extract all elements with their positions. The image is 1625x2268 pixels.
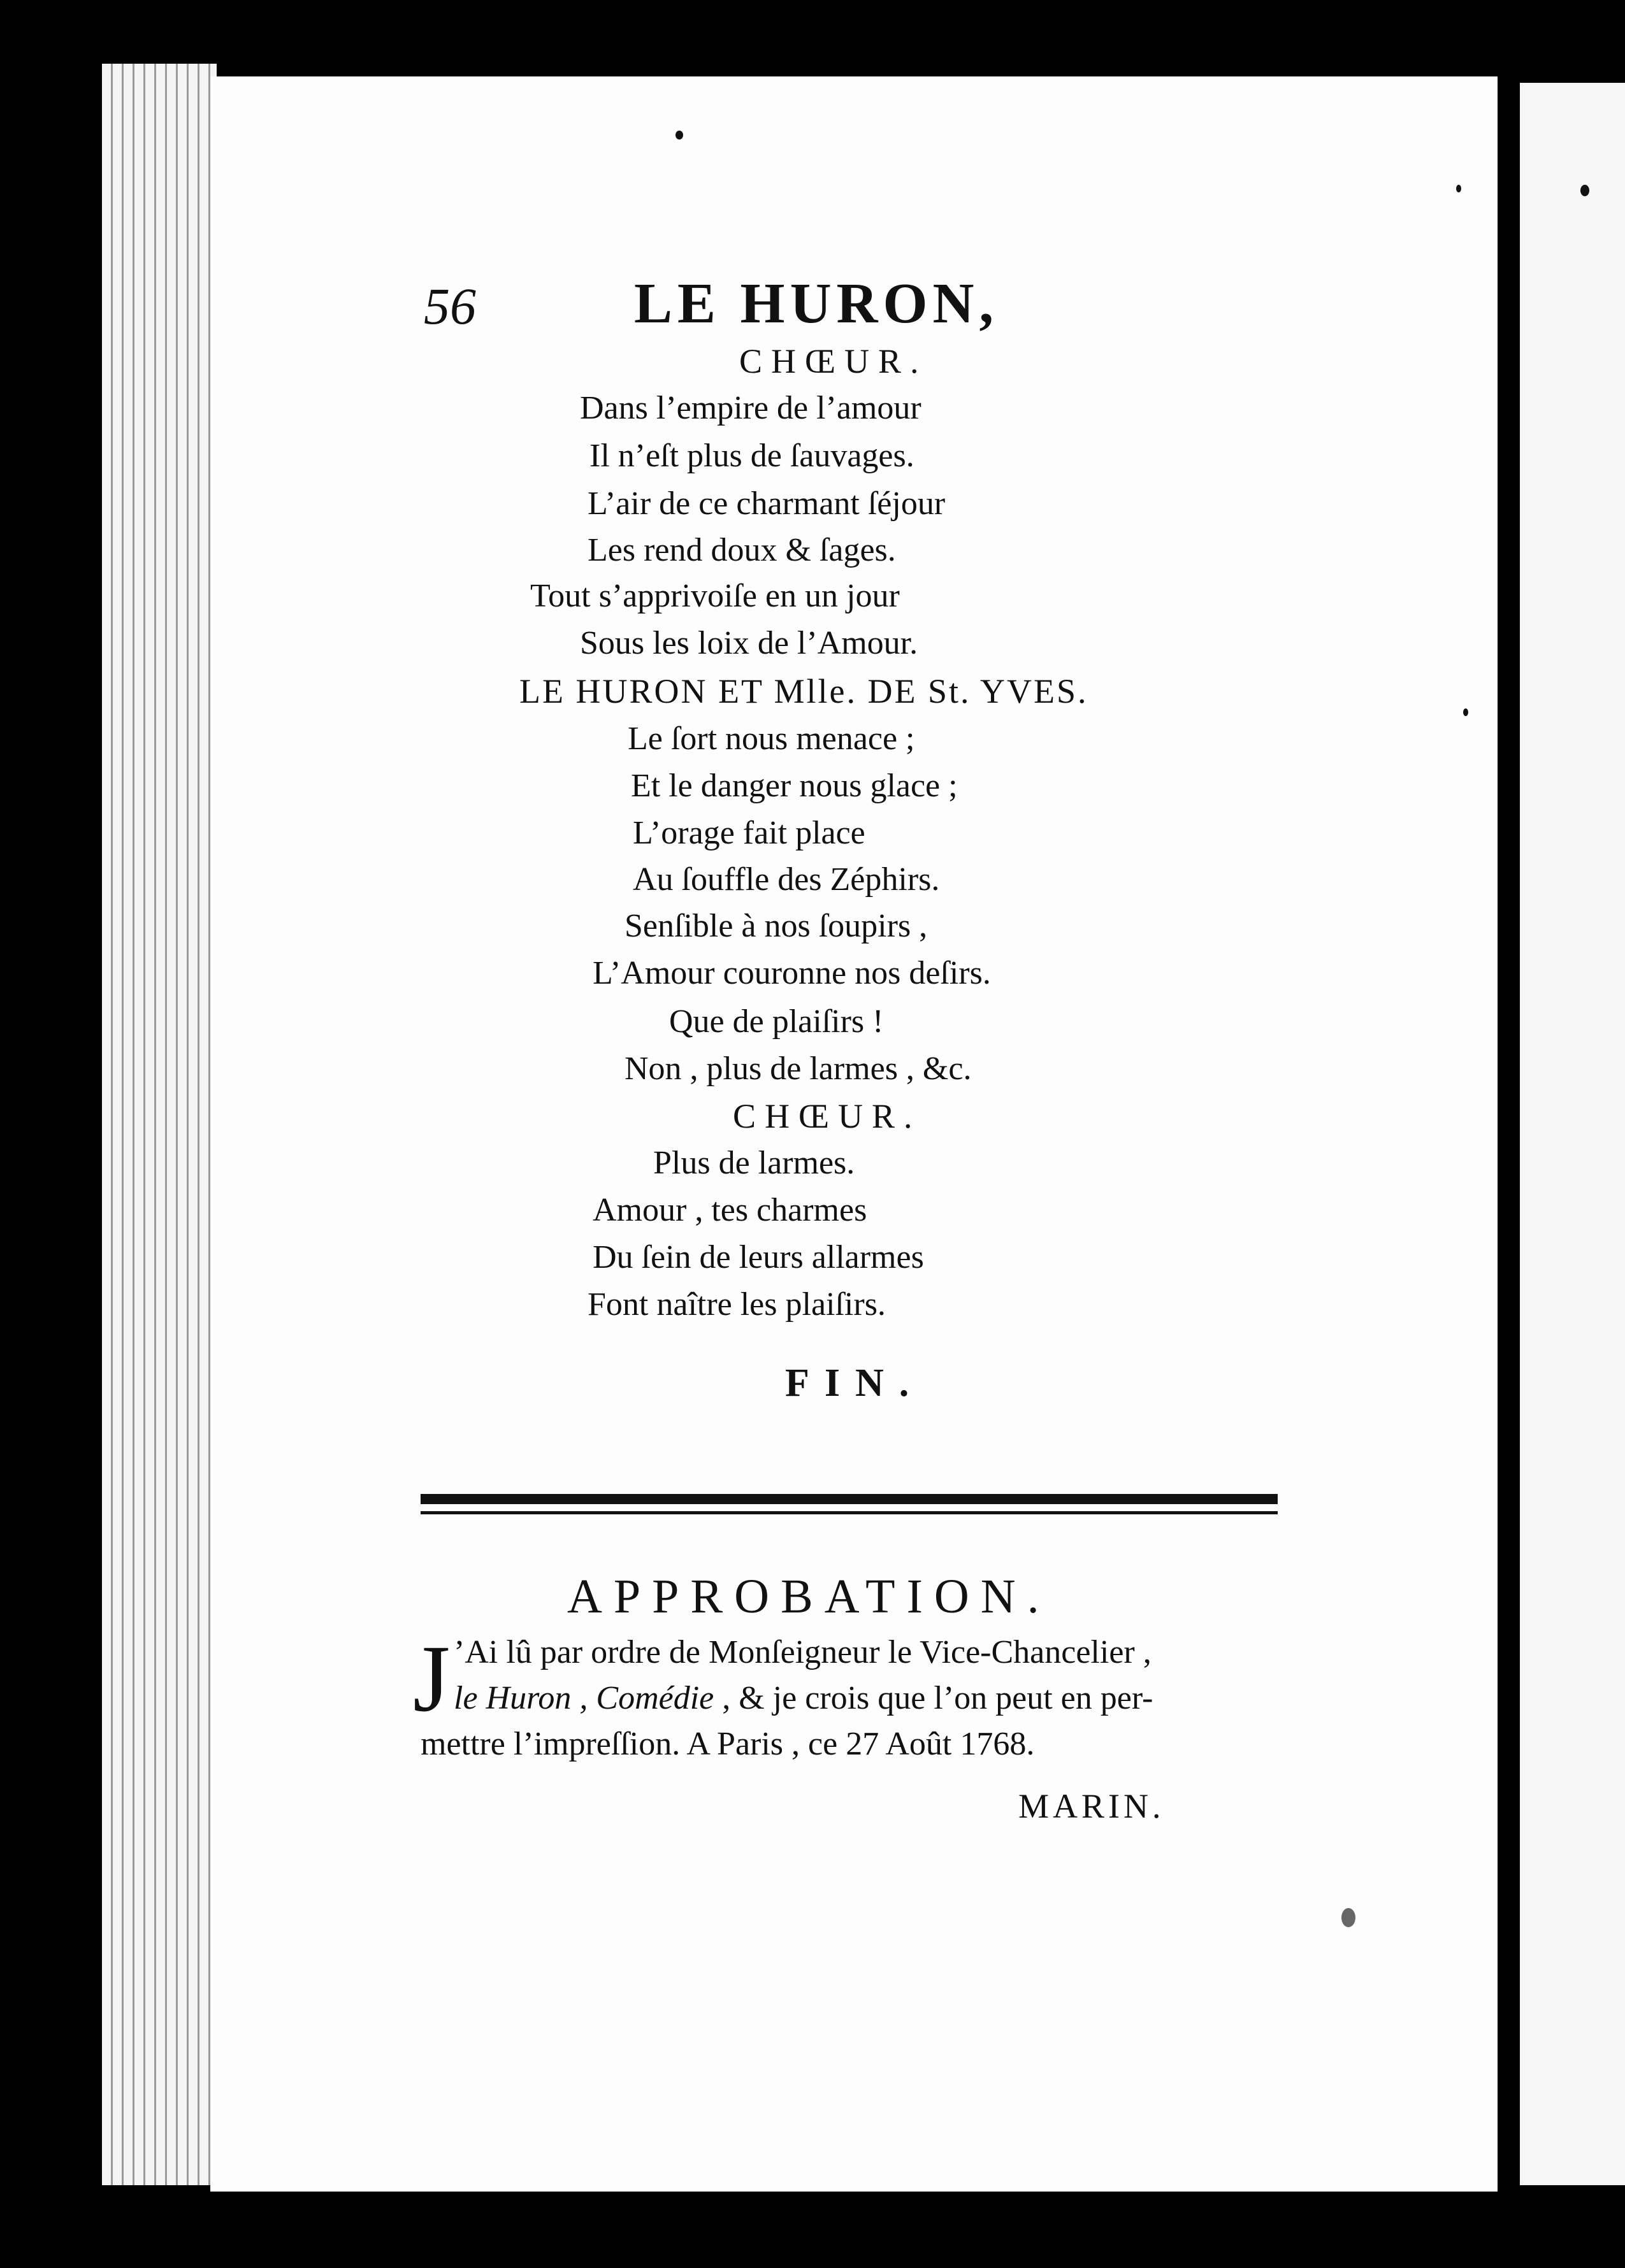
ink-speck: [1456, 185, 1461, 192]
approbation-line-rest: , & je crois que l’on peut en per-: [714, 1680, 1153, 1716]
verse-line: Senſible à nos ſoupirs ,: [625, 908, 928, 944]
ink-speck: [1463, 708, 1468, 716]
verse-line: Du ſein de leurs allarmes: [593, 1239, 924, 1275]
chorus-heading: CHŒUR.: [733, 1097, 921, 1135]
speaker-heading: LE HURON ET Mlle. DE St. YVES.: [519, 672, 1088, 710]
verse-line: Et le danger nous glace ;: [631, 768, 958, 804]
signature: MARIN.: [1018, 1787, 1165, 1825]
chorus-heading: CHŒUR.: [739, 342, 928, 380]
drop-cap: J: [413, 1626, 451, 1732]
verse-line: Sous les loix de l’Amour.: [580, 625, 918, 661]
verse-line: Au ſouffle des Zéphirs.: [633, 861, 940, 898]
ink-speck: [1341, 1908, 1355, 1927]
work-title-italic: le Huron , Comédie: [454, 1680, 714, 1716]
approbation-line: mettre l’impreſſion. A Paris , ce 27 Août 1768.: [421, 1726, 1035, 1762]
double-rule-thin: [421, 1511, 1278, 1514]
ink-speck: [1580, 185, 1589, 196]
verse-line: Les rend doux & ſages.: [588, 532, 896, 568]
page-number: 56: [424, 277, 476, 335]
verse-line: Tout s’apprivoiſe en un jour: [530, 578, 900, 614]
approbation-line: [454, 1682, 1153, 1715]
double-rule-thick: [421, 1494, 1278, 1504]
verse-line: Que de plaiſirs !: [669, 1003, 884, 1040]
verse-line: Font naître les plaiſirs.: [588, 1286, 886, 1323]
approbation-title: APPROBATION.: [567, 1570, 1051, 1623]
fin-mark: FIN.: [785, 1361, 925, 1405]
verse-line: Dans l’empire de l’amour: [580, 390, 921, 426]
verse-line: L’orage fait place: [633, 815, 865, 851]
ink-speck: [675, 131, 683, 140]
facing-page-edge: [1520, 83, 1625, 2185]
page-edge-stack: [102, 64, 217, 2185]
verse-line: Non , plus de larmes , &c.: [625, 1051, 972, 1087]
gutter-shadow: [1498, 76, 1520, 2192]
approbation-line: ’Ai lû par ordre de Monſeigneur le Vice-Chancelier ,: [454, 1634, 1152, 1670]
verse-line: Amour , tes charmes: [593, 1192, 867, 1228]
verse-line: Il n’eſt plus de ſauvages.: [589, 438, 914, 474]
verse-line: Plus de larmes.: [653, 1145, 855, 1181]
verse-line: L’air de ce charmant ſéjour: [588, 485, 946, 522]
running-title: LE HURON,: [634, 272, 999, 335]
verse-line: L’Amour couronne nos deſirs.: [593, 955, 991, 991]
verse-line: Le ſort nous menace ;: [628, 721, 915, 757]
